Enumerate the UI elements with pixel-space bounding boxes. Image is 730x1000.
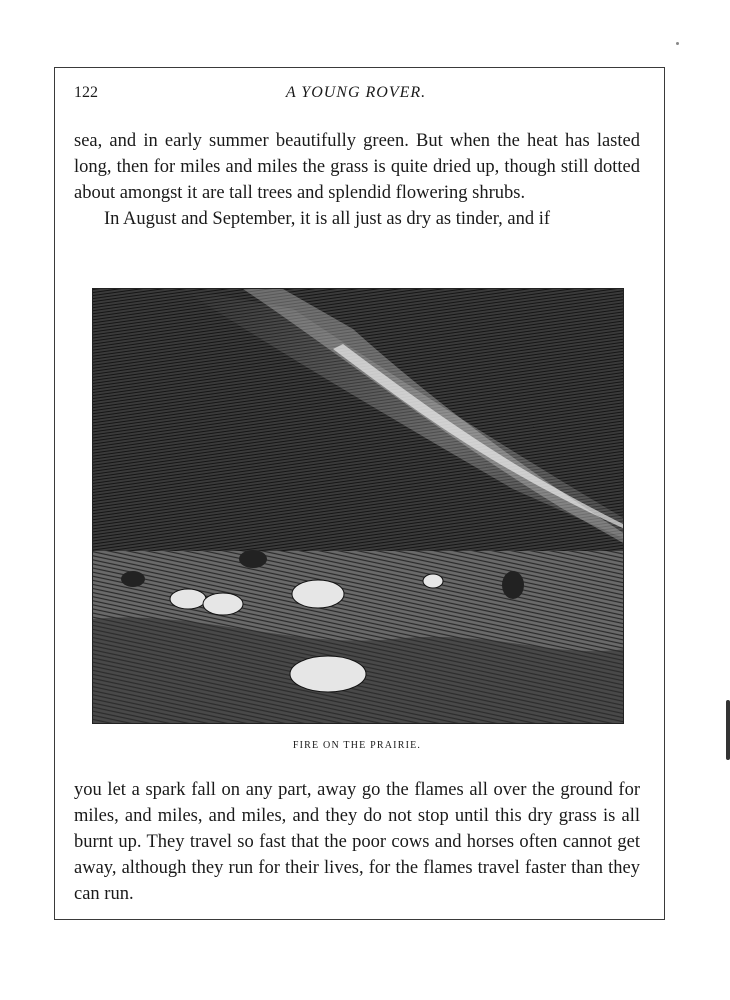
- page-speck: [676, 42, 679, 45]
- dark-sky: [93, 289, 624, 554]
- running-head: [74, 84, 638, 108]
- paragraph-flames: you let a spark fall on any part, away go the flames all over the ground for miles, and miles, and miles, and they do not stop until this dry grass is all burnt up. They travel so fast that the poor cows and horses often cannot get away, although they run for their lives, for the flames travel faster than they can run.: [74, 780, 640, 904]
- page-edge-mark: [726, 700, 730, 760]
- paragraph-continuation: sea, and in early summer beautifully green. But when the heat has lasted long, then for miles and miles the grass is quite dried up, though still dotted about amongst it are tall trees and splendid flowering shrubs.: [74, 131, 640, 203]
- prairie-fire-engraving: [92, 288, 624, 724]
- engraving-illustration: [93, 289, 624, 724]
- body-text-top: [74, 128, 640, 232]
- body-text-bottom: [74, 777, 640, 907]
- running-title: A YOUNG ROVER.: [285, 84, 427, 101]
- page-number: 122: [74, 84, 98, 101]
- paragraph-august-september: In August and September, it is all just as dry as tinder, and if: [104, 209, 551, 229]
- figure-caption: FIRE ON THE PRAIRIE.: [292, 740, 422, 751]
